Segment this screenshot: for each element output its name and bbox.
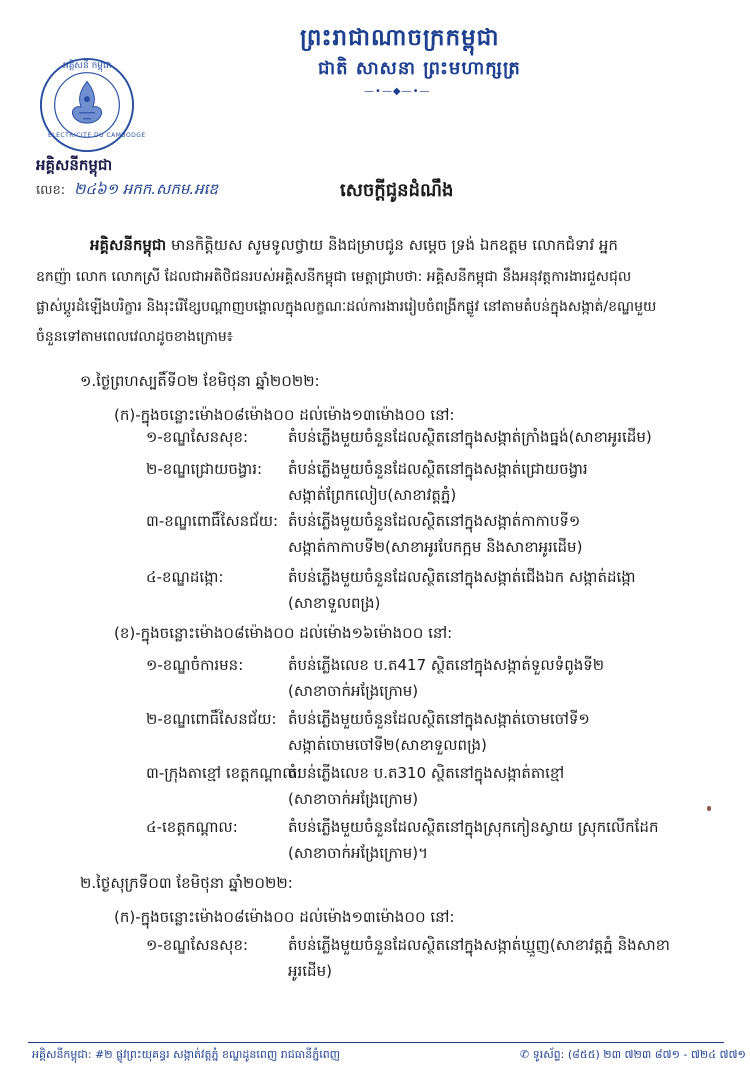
ink-mark: [707, 806, 711, 811]
district-label: ៣-ខណ្ឌពោធិ៍សែនជ័យ:: [146, 512, 279, 530]
district-description: [288, 424, 708, 450]
district-description: [288, 932, 708, 984]
schedule-date: ២.ថ្ងៃសុក្រទី០៣ ខែមិថុនា ឆ្នាំ២០២២:: [80, 874, 293, 892]
district-label: ២-ខណ្ឌពោធិ៍សែនជ័យ:: [146, 710, 277, 728]
seal-bottom-text: ELECTRICITE DU CAMBODGE: [48, 132, 146, 139]
description-line: តំបន់ភ្លើងមួយចំនួនដែលស្ថិតនៅក្នុងសង្កាត់ជ្រោយចង្វារ: [288, 460, 588, 478]
time-block-heading: (ក)-ក្នុងចន្លោះម៉ោង០៨ម៉ោង០០ ដល់ម៉ោង១៣ម៉ោង០០ នៅ:: [114, 908, 455, 926]
intro-lead: អគ្គិសនីកម្ពុជា: [90, 236, 167, 254]
district-description: [288, 508, 708, 560]
district-label: ១-ខណ្ឌសែនសុខ:: [146, 936, 249, 954]
description-line: តំបន់ភ្លើងលេខ ប.ត310 ស្ថិតនៅក្នុងសង្កាត់តាខ្មៅ: [288, 764, 565, 782]
time-block-heading: (ខ)-ក្នុងចន្លោះម៉ោង០៨ម៉ោង០០ ដល់ម៉ោង១៦ម៉ោង០០ នៅ:: [114, 624, 453, 642]
time-block-heading: (ក)-ក្នុងចន្លោះម៉ោង០៨ម៉ោង០០ ដល់ម៉ោង១៣ម៉ោង០០ នៅ:: [114, 406, 455, 424]
description-line: អូរដើម): [288, 962, 332, 980]
description-line: (សាខាចាក់អង្រែក្រោម): [288, 790, 419, 808]
national-motto: ជាតិ សាសនា ព្រះមហាក្សត្រ: [318, 58, 521, 79]
district-description: [288, 760, 708, 812]
intro-line-3: ផ្លាស់ប្តូរដំឡើងបរិក្ខារ និងរុះរើខ្សែបណ្តាញបង្គោលក្នុងលក្ខណៈដល់ការងាររៀបចំពង្រីកផ្លូវ នៅតាមតំបន់ក្នុងសង្កាត់/ខណ្ឌមួយ: [36, 299, 657, 315]
schedule-date: ១.ថ្ងៃព្រហស្បតិ៍ទី០២ ខែមិថុនា ឆ្នាំ២០២២:: [80, 372, 320, 390]
reference-label: លេខ:: [36, 183, 66, 198]
footer-divider: [28, 1042, 724, 1043]
intro-line-1-text: មានកិត្តិយស សូមទូលថ្វាយ និងជម្រាបជូន សម្តេច ទ្រង់ ឯកឧត្តម លោកជំទាវ អ្នក: [166, 236, 618, 254]
district-label: ១-ខណ្ឌសែនសុខ:: [146, 428, 249, 446]
district-description: [288, 456, 708, 508]
description-line: តំបន់ភ្លើងមួយចំនួនដែលស្ថិតនៅក្នុងសង្កាត់ចោមចៅទី១: [288, 710, 590, 728]
district-description: [288, 814, 708, 866]
description-line: សង្កាត់ព្រែកលៀប(សាខាវត្តភ្នំ): [288, 486, 457, 504]
district-label: ៤-ខណ្ឌដង្កោ:: [146, 568, 224, 586]
district-description: [288, 706, 708, 758]
district-label: ១-ខណ្ឌចំការមន:: [146, 656, 244, 674]
description-line: តំបន់ភ្លើងមួយចំនួនដែលស្ថិតនៅក្នុងសង្កាត់កាកាបទី១: [288, 512, 581, 530]
footer-address: អគ្គិសនីកម្ពុជា: #២ ផ្លូវព្រះយុគន្ធរ សង្កាត់វត្តភ្នំ ខណ្ឌដូនពេញ រាជធានីភ្នំពេញ: [32, 1048, 341, 1061]
description-line: (សាខាចាក់អង្រែក្រោម)។: [288, 844, 429, 862]
intro-line-2: ឧកញ៉ា លោក លោកស្រី ដែលជាអតិថិជនរបស់អគ្គិសនីកម្ពុជា មេត្តាជ្រាបថា: អគ្គិសនីកម្ពុជា នឹងអនុវត្តការងារជួសជុល: [36, 269, 632, 285]
document-title: សេចក្តីជូនដំណឹង: [340, 180, 454, 201]
seal-top-text: អគ្គិសនី កម្ពុជា: [63, 61, 112, 71]
description-line: តំបន់ភ្លើងមួយចំនួនដែលស្ថិតនៅក្នុងស្រុកកៀនស្វាយ ស្រុកលើកដែក: [288, 818, 659, 836]
description-line: តំបន់ភ្លើងមួយចំនួនដែលស្ថិតនៅក្នុងសង្កាត់ឃ្មួញ(សាខាវត្តភ្នំ និងសាខា: [288, 936, 670, 954]
description-line: តំបន់ភ្លើងមួយចំនួនដែលស្ថិតនៅក្នុងសង្កាត់ជើងឯក សង្កាត់ដង្កោ: [288, 568, 636, 586]
district-label: ៣-ក្រុងតាខ្មៅ ខេត្តកណ្តាល:: [146, 764, 302, 782]
description-line: តំបន់ភ្លើងមួយចំនួនដែលស្ថិតនៅក្នុងសង្កាត់ក្រាំងធ្នង់(សាខាអូរដើម): [288, 428, 652, 446]
intro-line-4: ចំនួនទៅតាមពេលវេលាដូចខាងក្រោម៖: [36, 329, 233, 345]
intro-line-1: [90, 234, 730, 256]
district-label: ៤-ខេត្តកណ្តាល:: [146, 818, 238, 836]
description-line: តំបន់ភ្លើងលេខ ប.ត417 ស្ថិតនៅក្នុងសង្កាត់ទួលទំពូងទី២: [288, 656, 605, 674]
description-line: (សាខាចាក់អង្រែក្រោម): [288, 682, 419, 700]
description-line: សង្កាត់កាកាបទី២(សាខាអូរបែកក្អម និងសាខាអូរដើម): [288, 538, 583, 556]
district-label: ២-ខណ្ឌជ្រោយចង្វារ:: [146, 460, 263, 478]
footer-phone: [520, 1048, 746, 1064]
description-line: (សាខាទួលពង្រ): [288, 594, 381, 612]
ornament-divider: —•—◆—•—: [364, 86, 431, 97]
kingdom-title: ព្រះរាជាណាចក្រកម្ពុជា: [300, 25, 500, 51]
district-description: [288, 564, 708, 616]
reference-number: ២៤៦១ អកក.សកម.អឌេ: [74, 180, 218, 198]
footer-phone-text: ទូរស័ព្ទ: (៨៥៥) ២៣ ៧២៣ ៨៧១ - ៧២៤ ៧៧១: [532, 1048, 746, 1061]
phone-icon: ✆: [520, 1048, 530, 1061]
organization-name: អគ្គិសនីកម្ពុជា: [36, 156, 113, 174]
district-description: [288, 652, 708, 704]
description-line: សង្កាត់ចោមចៅទី២(សាខាទួលពង្រ): [288, 736, 487, 754]
